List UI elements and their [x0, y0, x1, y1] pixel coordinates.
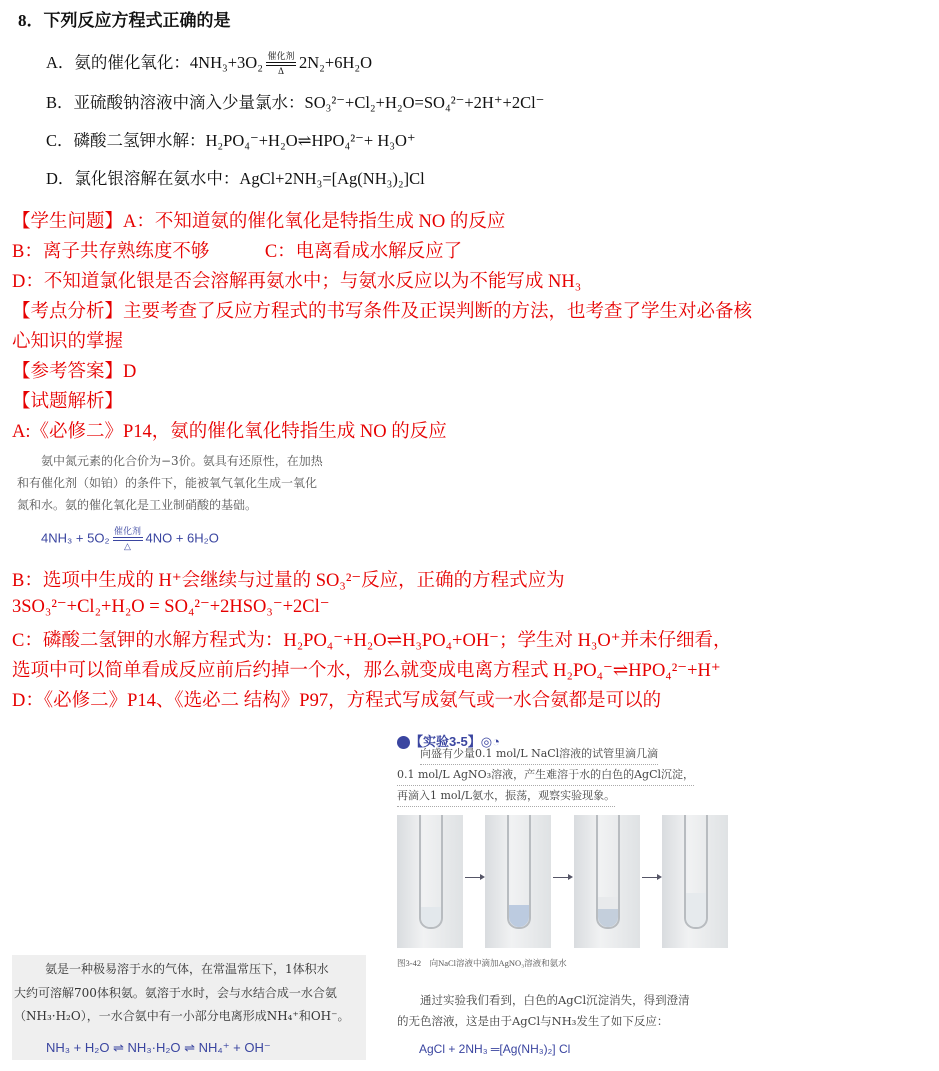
option-label: A．氨的催化氧化：: [46, 53, 190, 72]
textbook-line: 氮和水。氨的催化氧化是工业制硝酸的基础。: [17, 498, 258, 512]
experiment-icon: [397, 736, 410, 749]
analysis-line: B：选项中生成的 H⁺会继续与过量的 SO₃²⁻反应，正确的方程式应为: [12, 571, 565, 591]
experiment-body: 的无色溶液，这是由于AgCl与NH₃发生了如下反应：: [397, 1014, 669, 1028]
textbook-line: 和有催化剂（如铂）的条件下，能被氧气氧化生成一氧化: [17, 476, 318, 490]
option-label: B．亚硫酸钠溶液中滴入少量氯水：: [46, 93, 305, 112]
catalyst-condition: [266, 52, 296, 76]
eq-right: 4NO + 6H₂O: [145, 530, 219, 546]
textbook-line: 大约可溶解700体积氨。氨溶于水时，会与水结合成一水合氨: [14, 986, 337, 1000]
arrow-icon: [465, 877, 483, 878]
experiment-line: 再滴入1 mol/L氨水，振荡，观察实验现象。: [397, 786, 615, 807]
option-label: D．氯化银溶解在氨水中：: [46, 169, 240, 188]
equation: SO₃²⁻+Cl₂+H₂O=SO₄²⁻+2H⁺+2Cl⁻: [304, 93, 545, 112]
textbook-line: 氨是一种极易溶于水的气体，在常温常压下，1体积水: [45, 962, 329, 976]
cond-bottom: Δ: [278, 66, 284, 77]
analysis-line: C：磷酸二氢钾的水解方程式为：H₂PO₄⁻+H₂O⇌H₃PO₄+OH⁻；学生对 H₃O⁺并未仔细看，: [12, 631, 732, 651]
question-title: 8．下列反应方程式正确的是: [18, 11, 231, 30]
analysis-line: 【试题解析】: [12, 392, 124, 412]
eq-right: 2N₂+6H₂O: [298, 53, 373, 72]
analysis-line: A:《必修二》P14，氨的催化氧化特指生成 NO 的反应: [12, 422, 447, 442]
arrow-icon: [642, 877, 660, 878]
option-b: [46, 89, 544, 113]
textbook-equation: [41, 527, 219, 551]
textbook-line: 氨中氮元素的化合价为−3价。氨具有还原性，在加热: [41, 454, 323, 468]
analysis-line: 【考点分析】主要考查了反应方程式的书写条件及正误判断的方法，也考查了学生对必备核: [12, 302, 753, 322]
textbook-equation: NH₃ + H₂O ⇌ NH₃·H₂O ⇌ NH₄⁺ + OH⁻: [46, 1040, 271, 1055]
experiment-line: 向盛有少量0.1 mol/L NaCl溶液的试管里滴几滴: [420, 744, 658, 765]
option-a: [46, 49, 372, 76]
cond-top: 催化剂: [267, 51, 295, 62]
option-d: [46, 165, 425, 189]
eq-right: HPO₄²⁻+ H₃O⁺: [311, 131, 416, 150]
equation: AgCl+2NH₃=[Ag(NH₃)₂]Cl: [239, 169, 425, 188]
analysis-line: 【学生问题】A：不知道氨的催化氧化是特指生成 NO 的反应: [12, 212, 506, 232]
eq-left: H₂PO₄⁻+H₂O: [205, 131, 298, 150]
eq-left: 4NH₃+3O₂: [189, 53, 263, 72]
test-tube-3: [574, 815, 640, 948]
option-c: [46, 127, 416, 151]
textbook-line: （NH₃·H₂O），一水合氨中有一小部分电离形成NH₄⁺和OH⁻。: [14, 1009, 350, 1023]
figure-caption: 图3-42 向NaCl溶液中滴加AgNO₃溶液和氨水: [397, 958, 567, 968]
analysis-line: 选项中可以简单看成反应前后约掉一个水，那么就变成电离方程式 H₂PO₄⁻⇌HPO₄²⁻+H⁺: [12, 661, 721, 681]
analysis-line: 心知识的掌握: [12, 332, 124, 352]
experiment-equation: AgCl + 2NH₃ ═[Ag(NH₃)₂] Cl: [419, 1042, 571, 1056]
experiment-line: 0.1 mol/L AgNO₃溶液，产生难溶于水的白色的AgCl沉淀，: [397, 765, 694, 786]
equilibrium-arrow: ⇌: [297, 131, 312, 150]
analysis-line: 3SO₃²⁻+Cl₂+H₂O = SO₄²⁻+2HSO₃⁻+2Cl⁻: [12, 597, 330, 617]
analysis-line: D：不知道氯化银是否会溶解再氨水中；与氨水反应以为不能写成 NH₃: [12, 272, 582, 292]
test-tube-1: [397, 815, 463, 948]
cond-bottom: △: [124, 541, 131, 551]
experiment-body: 通过实验我们看到，白色的AgCl沉淀消失，得到澄清: [420, 993, 690, 1007]
test-tube-2: [485, 815, 551, 948]
arrow-icon: [553, 877, 571, 878]
experiment-title-text: 【实验3-5】: [410, 734, 481, 749]
catalyst-condition: [113, 527, 143, 551]
analysis-line: B：离子共存熟练度不够 C：电离看成水解反应了: [12, 242, 463, 262]
cond-top: 催化剂: [114, 526, 142, 536]
test-tube-4: [662, 815, 728, 948]
eq-left: 4NH₃ + 5O₂: [41, 530, 110, 546]
option-label: C．磷酸二氢钾水解：: [46, 131, 206, 150]
analysis-line: 【参考答案】D: [12, 362, 137, 382]
safety-icon: ◎◔: [480, 734, 500, 749]
analysis-line: D：《必修二》P14、《选必二 结构》P97，方程式写成氨气或一水合氨都是可以的: [12, 691, 662, 711]
